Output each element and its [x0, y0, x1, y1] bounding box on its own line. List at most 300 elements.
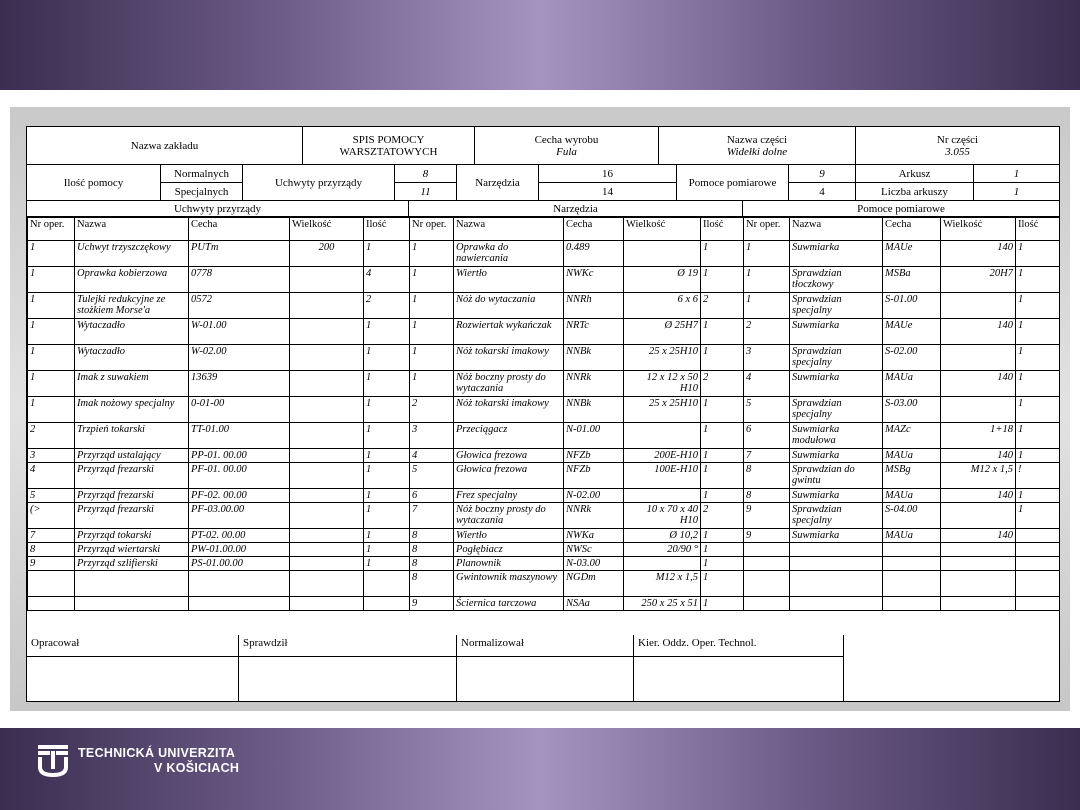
tools-special-value: 14	[602, 185, 613, 198]
table-row	[28, 267, 1060, 293]
special-label: Specjalnych	[174, 185, 229, 198]
gauge-size-cell	[941, 543, 1016, 557]
sheet-value-cell	[974, 165, 1059, 183]
fixture-op-no-cell	[28, 571, 75, 597]
fixture-name-cell: Uchwyt trzyszczękowy	[75, 241, 189, 267]
gauge-qty-cell: 1	[1016, 319, 1060, 345]
tool-op-no-cell: 8	[410, 529, 454, 543]
tool-feature-cell: N-01.00	[564, 423, 624, 449]
tool-name-cell: Oprawka do nawiercania	[454, 241, 564, 267]
gauge-qty-cell: 1	[1016, 489, 1060, 503]
column-header-fixture-feature: Cecha	[189, 218, 290, 241]
fixture-qty-cell: 1	[364, 241, 410, 267]
tool-qty-cell: 1	[701, 571, 744, 597]
part-number-value: 3.055	[945, 145, 970, 158]
tool-op-no-cell: 8	[410, 557, 454, 571]
fixture-qty-cell: 2	[364, 293, 410, 319]
gauge-qty-cell: 1	[1016, 397, 1060, 423]
fixture-op-no-cell: 5	[28, 489, 75, 503]
fixture-qty-cell: 1	[364, 463, 410, 489]
tool-op-no-cell: 1	[410, 267, 454, 293]
tools-special-cell	[539, 183, 677, 201]
tool-size-cell: 200E-H10	[624, 449, 701, 463]
fixture-size-cell	[290, 423, 364, 449]
gauge-qty-cell	[1016, 543, 1060, 557]
fixture-size-cell	[290, 319, 364, 345]
fixture-op-no-cell: 7	[28, 529, 75, 543]
tool-qty-cell: 1	[701, 397, 744, 423]
gauge-name-cell: Sprawdzian specjalny	[790, 293, 883, 319]
tools-label: Narzędzia	[475, 176, 520, 189]
fixture-size-cell: 200	[290, 241, 364, 267]
tool-op-no-cell: 8	[410, 571, 454, 597]
column-header-tool-op-no: Nr oper.	[410, 218, 454, 241]
fixture-feature-cell: PP-01. 00.00	[189, 449, 290, 463]
fixture-op-no-cell	[28, 597, 75, 611]
fixture-size-cell	[290, 397, 364, 423]
gauge-op-no-cell: 7	[744, 449, 790, 463]
part-number-label: Nr części	[936, 133, 979, 146]
fixture-qty-cell: 1	[364, 397, 410, 423]
plant-name-label: Nazwa zakładu	[130, 139, 199, 152]
gauge-size-cell	[941, 597, 1016, 611]
fixture-size-cell	[290, 345, 364, 371]
fixture-feature-cell: W-02.00	[189, 345, 290, 371]
fixture-feature-cell: 0-01-00	[189, 397, 290, 423]
gauge-size-cell: 20H7	[941, 267, 1016, 293]
gauge-feature-cell: MSBg	[883, 463, 941, 489]
fixture-qty-cell: 1	[364, 489, 410, 503]
document-title-line1: SPIS POMOCY	[352, 133, 425, 146]
gauge-name-cell: Sprawdzian specjalny	[790, 345, 883, 371]
gauge-op-no-cell: 1	[744, 241, 790, 267]
column-header-tool-size: Wielkość	[624, 218, 701, 241]
gauge-qty-cell: 1	[1016, 449, 1060, 463]
gauge-size-cell	[941, 557, 1016, 571]
fixture-name-cell: Imak nożowy specjalny	[75, 397, 189, 423]
tool-feature-cell: N-02.00	[564, 489, 624, 503]
standardized-by-label: Normalizował	[457, 635, 633, 657]
fixture-name-cell: Przyrząd frezarski	[75, 503, 189, 529]
tool-size-cell: Ø 10,2	[624, 529, 701, 543]
gauge-feature-cell	[883, 543, 941, 557]
gauge-op-no-cell: 2	[744, 319, 790, 345]
tool-size-cell	[624, 489, 701, 503]
tool-size-cell: 25 x 25H10	[624, 397, 701, 423]
tooling-list-sheet	[26, 126, 1060, 702]
fixture-qty-cell: 1	[364, 503, 410, 529]
tool-qty-cell: 1	[701, 345, 744, 371]
tool-qty-cell: 1	[701, 543, 744, 557]
university-name-line1: TECHNICKÁ UNIVERZITA	[78, 746, 236, 760]
gauge-qty-cell: 1	[1016, 241, 1060, 267]
tool-feature-cell: NNBk	[564, 397, 624, 423]
fixture-qty-cell	[364, 571, 410, 597]
tool-op-no-cell: 8	[410, 543, 454, 557]
normal-label: Normalnych	[174, 167, 229, 180]
top-banner	[0, 0, 1080, 90]
sheet-count-label-cell	[856, 183, 974, 201]
tool-qty-cell: 1	[701, 423, 744, 449]
tools-label-cell	[457, 165, 539, 201]
gauge-qty-cell: 1	[1016, 345, 1060, 371]
table-row	[28, 241, 1060, 267]
column-header-fixture-size: Wielkość	[290, 218, 364, 241]
part-name-label: Nazwa części	[726, 133, 788, 146]
gauge-name-cell: Suwmiarka	[790, 241, 883, 267]
section-titles	[27, 201, 1061, 217]
fixture-feature-cell: PF-02. 00.00	[189, 489, 290, 503]
gauge-feature-cell: MAZc	[883, 423, 941, 449]
measuring-normal-cell	[789, 165, 856, 183]
gauge-name-cell: Suwmiarka	[790, 489, 883, 503]
tool-size-cell: M12 x 1,5	[624, 571, 701, 597]
tool-qty-cell: 2	[701, 293, 744, 319]
gauge-name-cell	[790, 557, 883, 571]
fixture-qty-cell: 4	[364, 267, 410, 293]
gauge-name-cell: Suwmiarka	[790, 529, 883, 543]
gauge-op-no-cell	[744, 571, 790, 597]
gauge-size-cell: 1+18	[941, 423, 1016, 449]
aid-count-label-cell	[27, 165, 161, 201]
gauge-op-no-cell: 8	[744, 463, 790, 489]
tool-op-no-cell: 2	[410, 397, 454, 423]
tool-name-cell: Wiertło	[454, 529, 564, 543]
checked-by-cell	[239, 635, 457, 701]
department-head-label: Kier. Oddz. Oper. Technol.	[634, 635, 843, 657]
section-measuring	[743, 201, 1059, 217]
fixture-name-cell: Trzpień tokarski	[75, 423, 189, 449]
gauge-feature-cell: MSBa	[883, 267, 941, 293]
gauge-name-cell: Sprawdzian do gwintu	[790, 463, 883, 489]
fixture-name-cell: Imak z suwakiem	[75, 371, 189, 397]
fixture-feature-cell: 0572	[189, 293, 290, 319]
fixture-name-cell: Wytaczadło	[75, 345, 189, 371]
product-feature-value: Fula	[556, 145, 577, 158]
tooling-table	[27, 217, 1060, 611]
gauge-op-no-cell: 9	[744, 529, 790, 543]
fixture-name-cell: Wytaczadło	[75, 319, 189, 345]
tool-feature-cell: NSAa	[564, 597, 624, 611]
department-head-cell	[634, 635, 844, 701]
table-row	[28, 397, 1060, 423]
tool-size-cell: 6 x 6	[624, 293, 701, 319]
gauge-op-no-cell: 9	[744, 503, 790, 529]
fixtures-normal-value: 8	[422, 167, 429, 180]
tool-feature-cell: N-03.00	[564, 557, 624, 571]
gauge-op-no-cell: 5	[744, 397, 790, 423]
fixture-size-cell	[290, 293, 364, 319]
university-name-line2: V KOŠICIACH	[154, 761, 240, 775]
prepared-by-cell	[27, 635, 239, 701]
tool-feature-cell: 0.489	[564, 241, 624, 267]
university-name	[78, 746, 239, 776]
fixture-qty-cell: 1	[364, 371, 410, 397]
table-row	[28, 503, 1060, 529]
tool-name-cell: Nóż boczny prosty do wytaczania	[454, 503, 564, 529]
tool-op-no-cell: 1	[410, 371, 454, 397]
fixture-size-cell	[290, 489, 364, 503]
tools-normal-cell	[539, 165, 677, 183]
column-header-gauge-feature: Cecha	[883, 218, 941, 241]
tool-qty-cell: 1	[701, 267, 744, 293]
gauge-feature-cell: MAUa	[883, 371, 941, 397]
gauge-name-cell: Suwmiarka	[790, 449, 883, 463]
aid-count-label: Ilość pomocy	[63, 176, 124, 189]
gauge-qty-cell: !	[1016, 463, 1060, 489]
fixture-feature-cell: PF-01. 00.00	[189, 463, 290, 489]
fixture-size-cell	[290, 543, 364, 557]
tool-name-cell: Przeciągacz	[454, 423, 564, 449]
part-name-cell	[659, 127, 856, 165]
tool-name-cell: Nóż tokarski imakowy	[454, 397, 564, 423]
fixture-size-cell	[290, 571, 364, 597]
sheet-count-value-cell	[974, 183, 1059, 201]
fixture-op-no-cell: 2	[28, 423, 75, 449]
tool-size-cell: 250 x 25 x 51	[624, 597, 701, 611]
fixtures-label: Uchwyty przyrządy	[274, 176, 363, 189]
fixture-size-cell	[290, 529, 364, 543]
fixture-name-cell: Przyrząd frezarski	[75, 489, 189, 503]
fixture-qty-cell: 1	[364, 543, 410, 557]
table-row	[28, 423, 1060, 449]
tool-name-cell: Wiertło	[454, 267, 564, 293]
special-label-cell	[161, 183, 243, 201]
section-fixtures-label: Uchwyty przyrządy	[173, 202, 262, 215]
sheet-header	[27, 127, 1061, 201]
table-row	[28, 293, 1060, 319]
fixture-feature-cell	[189, 571, 290, 597]
document-title-cell	[303, 127, 475, 165]
fixture-op-no-cell: 1	[28, 319, 75, 345]
fixture-feature-cell: PF-03.00.00	[189, 503, 290, 529]
tool-feature-cell: NNRk	[564, 503, 624, 529]
fixture-qty-cell: 1	[364, 423, 410, 449]
table-row	[28, 543, 1060, 557]
gauge-op-no-cell: 3	[744, 345, 790, 371]
tool-feature-cell: NWKc	[564, 267, 624, 293]
fixture-name-cell: Przyrząd ustalający	[75, 449, 189, 463]
measuring-aids-label-cell	[677, 165, 789, 201]
gauge-qty-cell	[1016, 597, 1060, 611]
gauge-op-no-cell: 1	[744, 293, 790, 319]
gauge-qty-cell: 1	[1016, 293, 1060, 319]
column-header-tool-name: Nazwa	[454, 218, 564, 241]
gauge-feature-cell: MAUe	[883, 241, 941, 267]
tool-qty-cell: 1	[701, 241, 744, 267]
fixture-feature-cell: TT-01.00	[189, 423, 290, 449]
column-header-gauge-op-no: Nr oper.	[744, 218, 790, 241]
gauge-size-cell: 140	[941, 241, 1016, 267]
tool-op-no-cell: 9	[410, 597, 454, 611]
part-number-cell	[856, 127, 1059, 165]
section-fixtures	[27, 201, 409, 217]
tool-op-no-cell: 5	[410, 463, 454, 489]
fixture-feature-cell: 0778	[189, 267, 290, 293]
sheet-label-cell	[856, 165, 974, 183]
gauge-size-cell: 140	[941, 319, 1016, 345]
fixture-name-cell: Przyrząd tokarski	[75, 529, 189, 543]
gauge-op-no-cell	[744, 543, 790, 557]
tool-name-cell: Gwintownik maszynowy	[454, 571, 564, 597]
tool-size-cell: 20/90 °	[624, 543, 701, 557]
fixture-name-cell	[75, 571, 189, 597]
gauge-name-cell	[790, 597, 883, 611]
tool-name-cell: Ściernica tarczowa	[454, 597, 564, 611]
fixtures-label-cell	[243, 165, 395, 201]
tool-name-cell: Nóż tokarski imakowy	[454, 345, 564, 371]
column-header-row	[28, 218, 1060, 241]
table-row	[28, 345, 1060, 371]
gauge-qty-cell: 1	[1016, 371, 1060, 397]
column-header-tool-feature: Cecha	[564, 218, 624, 241]
table-row	[28, 557, 1060, 571]
tool-feature-cell: NWKa	[564, 529, 624, 543]
prepared-by-label: Opracował	[27, 635, 238, 657]
gauge-name-cell: Suwmiarka	[790, 319, 883, 345]
table-row	[28, 319, 1060, 345]
fixture-name-cell: Przyrząd wiertarski	[75, 543, 189, 557]
fixture-op-no-cell: 1	[28, 267, 75, 293]
table-row	[28, 449, 1060, 463]
gauge-name-cell	[790, 571, 883, 597]
table-row	[28, 597, 1060, 611]
gauge-op-no-cell: 4	[744, 371, 790, 397]
measuring-normal-value: 9	[819, 167, 825, 180]
tool-name-cell: Planownik	[454, 557, 564, 571]
tool-size-cell: Ø 19	[624, 267, 701, 293]
tool-op-no-cell: 3	[410, 423, 454, 449]
gauge-op-no-cell: 1	[744, 267, 790, 293]
tool-feature-cell: NFZb	[564, 449, 624, 463]
fixture-qty-cell: 1	[364, 319, 410, 345]
gauge-size-cell: 140	[941, 529, 1016, 543]
gauge-feature-cell: MAUa	[883, 489, 941, 503]
tool-qty-cell: 2	[701, 371, 744, 397]
plant-name-cell	[27, 127, 303, 165]
tool-op-no-cell: 6	[410, 489, 454, 503]
column-header-tool-qty: Ilość	[701, 218, 744, 241]
tool-feature-cell: NGDm	[564, 571, 624, 597]
fixture-op-no-cell: 1	[28, 371, 75, 397]
tool-feature-cell: NNRk	[564, 371, 624, 397]
column-header-fixture-qty: Ilość	[364, 218, 410, 241]
fixture-size-cell	[290, 463, 364, 489]
fixture-size-cell	[290, 267, 364, 293]
gauge-feature-cell	[883, 571, 941, 597]
gauge-feature-cell: S-03.00	[883, 397, 941, 423]
sheet-label: Arkusz	[898, 167, 931, 180]
tool-feature-cell: NNRh	[564, 293, 624, 319]
gauge-op-no-cell	[744, 557, 790, 571]
gauge-name-cell: Sprawdzian specjalny	[790, 397, 883, 423]
fixture-qty-cell	[364, 597, 410, 611]
tool-name-cell: Nóż boczny prosty do wytaczania	[454, 371, 564, 397]
fixtures-special-cell	[395, 183, 457, 201]
measuring-special-cell	[789, 183, 856, 201]
tooling-table-body	[28, 218, 1060, 611]
tool-name-cell: Frez specjalny	[454, 489, 564, 503]
tool-name-cell: Rozwiertak wykańczak	[454, 319, 564, 345]
tool-feature-cell: NFZb	[564, 463, 624, 489]
tool-size-cell: 25 x 25H10	[624, 345, 701, 371]
gauge-size-cell	[941, 345, 1016, 371]
fixture-name-cell	[75, 597, 189, 611]
gauge-size-cell	[941, 503, 1016, 529]
column-header-gauge-name: Nazwa	[790, 218, 883, 241]
product-feature-cell	[475, 127, 659, 165]
tool-size-cell	[624, 423, 701, 449]
tool-qty-cell: 1	[701, 557, 744, 571]
tool-name-cell: Głowica frezowa	[454, 463, 564, 489]
fixture-feature-cell: 13639	[189, 371, 290, 397]
section-tools	[409, 201, 743, 217]
tool-qty-cell: 1	[701, 597, 744, 611]
gauge-name-cell: Suwmiarka modułowa	[790, 423, 883, 449]
gauge-feature-cell	[883, 557, 941, 571]
gauge-qty-cell	[1016, 557, 1060, 571]
fixture-op-no-cell: 8	[28, 543, 75, 557]
standardized-by-cell	[457, 635, 634, 701]
fixture-feature-cell	[189, 597, 290, 611]
gauge-name-cell	[790, 543, 883, 557]
gauge-qty-cell: 1	[1016, 503, 1060, 529]
part-name-value: Widełki dolne	[726, 145, 788, 158]
fixture-feature-cell: PT-02. 00.00	[189, 529, 290, 543]
gauge-qty-cell	[1016, 571, 1060, 597]
document-title-line2: WARSZTATOWYCH	[339, 145, 438, 158]
fixture-op-no-cell: 3	[28, 449, 75, 463]
tool-feature-cell: NNBk	[564, 345, 624, 371]
fixture-op-no-cell: 9	[28, 557, 75, 571]
fixtures-normal-cell	[395, 165, 457, 183]
tool-name-cell: Nóż do wytaczania	[454, 293, 564, 319]
tool-qty-cell: 1	[701, 489, 744, 503]
tool-op-no-cell: 4	[410, 449, 454, 463]
gauge-feature-cell: MAUa	[883, 449, 941, 463]
tool-qty-cell: 1	[701, 529, 744, 543]
column-header-gauge-size: Wielkość	[941, 218, 1016, 241]
checked-by-label: Sprawdził	[239, 635, 456, 657]
signature-row	[27, 635, 1061, 703]
gauge-size-cell: 140	[941, 371, 1016, 397]
gauge-size-cell: 140	[941, 449, 1016, 463]
fixture-op-no-cell: (>	[28, 503, 75, 529]
section-tools-label: Narzędzia	[553, 202, 598, 215]
gauge-feature-cell: S-02.00	[883, 345, 941, 371]
fixture-feature-cell: PS-01.00.00	[189, 557, 290, 571]
gauge-name-cell: Suwmiarka	[790, 371, 883, 397]
fixture-op-no-cell: 1	[28, 293, 75, 319]
tool-qty-cell: 1	[701, 449, 744, 463]
product-feature-label: Cecha wyrobu	[534, 133, 599, 146]
gauge-size-cell: 140	[941, 489, 1016, 503]
measuring-aids-label: Pomoce pomiarowe	[688, 176, 777, 189]
tool-name-cell: Głowica frezowa	[454, 449, 564, 463]
normal-label-cell	[161, 165, 243, 183]
tuke-logo-icon	[38, 745, 68, 777]
fixture-name-cell: Przyrząd szlifierski	[75, 557, 189, 571]
fixture-op-no-cell: 1	[28, 241, 75, 267]
column-header-fixture-op-no: Nr oper.	[28, 218, 75, 241]
table-row	[28, 371, 1060, 397]
gauge-feature-cell: MAUa	[883, 529, 941, 543]
tool-qty-cell: 2	[701, 503, 744, 529]
section-measuring-label: Pomoce pomiarowe	[857, 202, 945, 215]
tool-op-no-cell: 1	[410, 319, 454, 345]
gauge-size-cell	[941, 571, 1016, 597]
fixture-qty-cell: 1	[364, 449, 410, 463]
